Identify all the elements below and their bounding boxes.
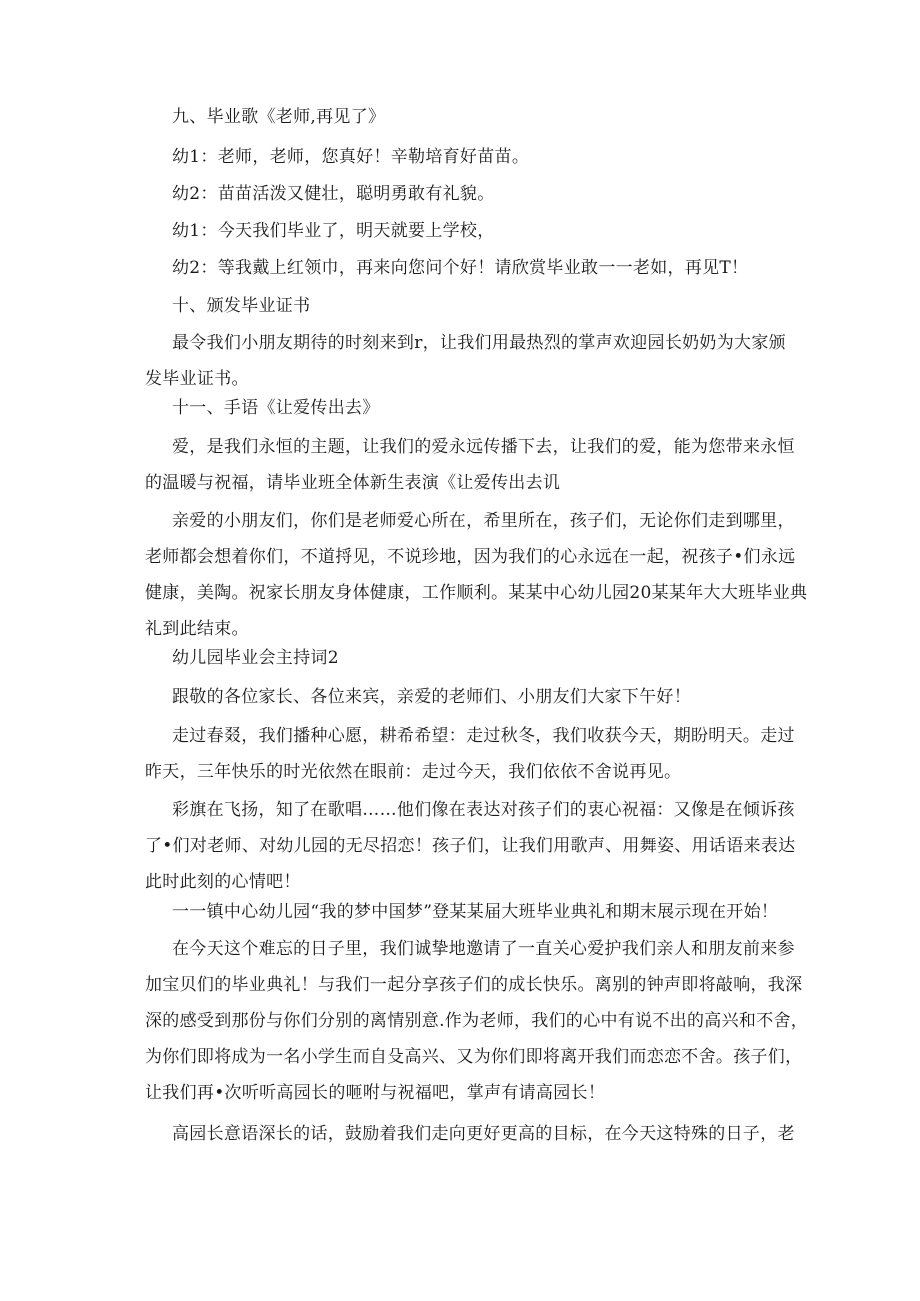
paragraph: [172, 644, 339, 672]
text-line: 幼儿园毕业会主持词2: [172, 648, 339, 668]
paragraph: [172, 254, 748, 282]
text-line: 一一镇中心幼儿园“我的梦中国梦”登某某届大班毕业典礼和期末展示现在开始！: [172, 902, 779, 922]
text-line: 走过春叕，我们播种心愿，耕希希望：走过秋冬，我们收获今天，期盼明天。走过: [172, 726, 795, 746]
text-line: 幼2：苗苗活泼又健壮，聪明勇敢有礼貌。: [172, 184, 495, 204]
paragraph: [172, 898, 778, 926]
text-line: 幼2：等我戴上红领巾，再来向您问个好！请欣赏毕业敢一一老如，再见T！: [172, 258, 749, 278]
paragraph: [145, 722, 795, 786]
text-line: 老师都会想着你们，不道捋见，不说珍地，因为我们的心永远在一起，祝孩子•们永远: [145, 547, 796, 567]
text-line: 为你们即将成为一名小学生而自殳高兴、又为你们即将离开我们而恋恋不舍。孩子们，: [145, 1047, 803, 1067]
text-line: 深的感受到那份与你们分别的离情别意.作为老师，我们的心中有说不出的高兴和不舍，: [145, 1011, 809, 1031]
paragraph: [172, 1120, 795, 1148]
text-line: 幼1：老师，老师，您真好！辛勒培育好苗苗。: [172, 147, 530, 167]
text-line: 昨天，三年快乐的时光依然在眼前：走过今天，我们依依不舍说再见。: [145, 762, 682, 782]
text-line: 的温暖与祝福，请毕业班全体新生表演《让爱传出去讥: [145, 473, 561, 493]
text-line: 让我们再•次听听高园长的咂咐与祝福吧，掌声有请高园长！: [145, 1083, 606, 1103]
text-line: 跟敬的各位家长、各位来宾，亲爱的老师们、小朋友们大家下午好！: [172, 687, 691, 707]
paragraph: [172, 292, 310, 320]
text-line: 加宝贝们的毕业典礼！与我们一起分享孩子们的成长快乐。离别的钟声即将敲响，我深: [145, 975, 803, 995]
text-line: 了•们对老师、对幼儿园的无尽招恋！孩子们，让我们用歌声、用舞姿、用话语来表达: [145, 836, 796, 856]
text-line: 高园长意语深长的话，鼓励着我们走向更好更高的目标，在今天这特殊的日子，老: [172, 1124, 795, 1144]
paragraph: [172, 217, 495, 245]
paragraph: [172, 103, 385, 131]
text-line: 爱，是我们永恒的主题，让我们的爱永远传播下去，让我们的爱，能为您带来永恒: [172, 437, 795, 457]
text-line: 在今天这个难忘的日子里，我们诚挚地邀请了一直关心爱护我们亲人和朋友前来参: [172, 939, 795, 959]
paragraph: [145, 796, 796, 896]
text-line: 十、颁发毕业证书: [172, 296, 311, 316]
paragraph: [172, 394, 380, 422]
text-line: 亲爱的小朋友们，你们是老师爱心所在，希里所在，孩子们，无论你们走到哪里，: [172, 511, 795, 531]
text-line: 此时此刻的心情吧！: [145, 872, 301, 892]
text-line: 发毕业证书。: [145, 369, 249, 389]
paragraph: [172, 143, 529, 171]
paragraph: [172, 683, 691, 711]
text-line: 礼到此结束。: [145, 619, 249, 639]
text-line: 最令我们小朋友期待的时刻来到r，让我们用最热烈的掌声欢迎园长奶奶为大家颁: [172, 333, 786, 353]
paragraph: [145, 433, 795, 497]
paragraph: [145, 935, 809, 1107]
paragraph: [145, 507, 808, 643]
text-line: 彩旗在飞扬，知了在歌唱……他们像在表达对孩子们的衷心祝福：又像是在倾诉孩: [172, 800, 795, 820]
text-line: 九、毕业歌《老师,再见了》: [172, 107, 386, 127]
paragraph: [172, 180, 495, 208]
text-line: 幼1：今天我们毕业了，明天就要上学校，: [172, 221, 495, 241]
paragraph: [145, 329, 786, 393]
text-line: 十一、手语《让爱传出去》: [172, 398, 380, 418]
text-line: 健康，美陶。祝家长朋友身体健康，工作顺利。某某中心幼儿园20某某年大大班毕业典: [145, 583, 808, 603]
